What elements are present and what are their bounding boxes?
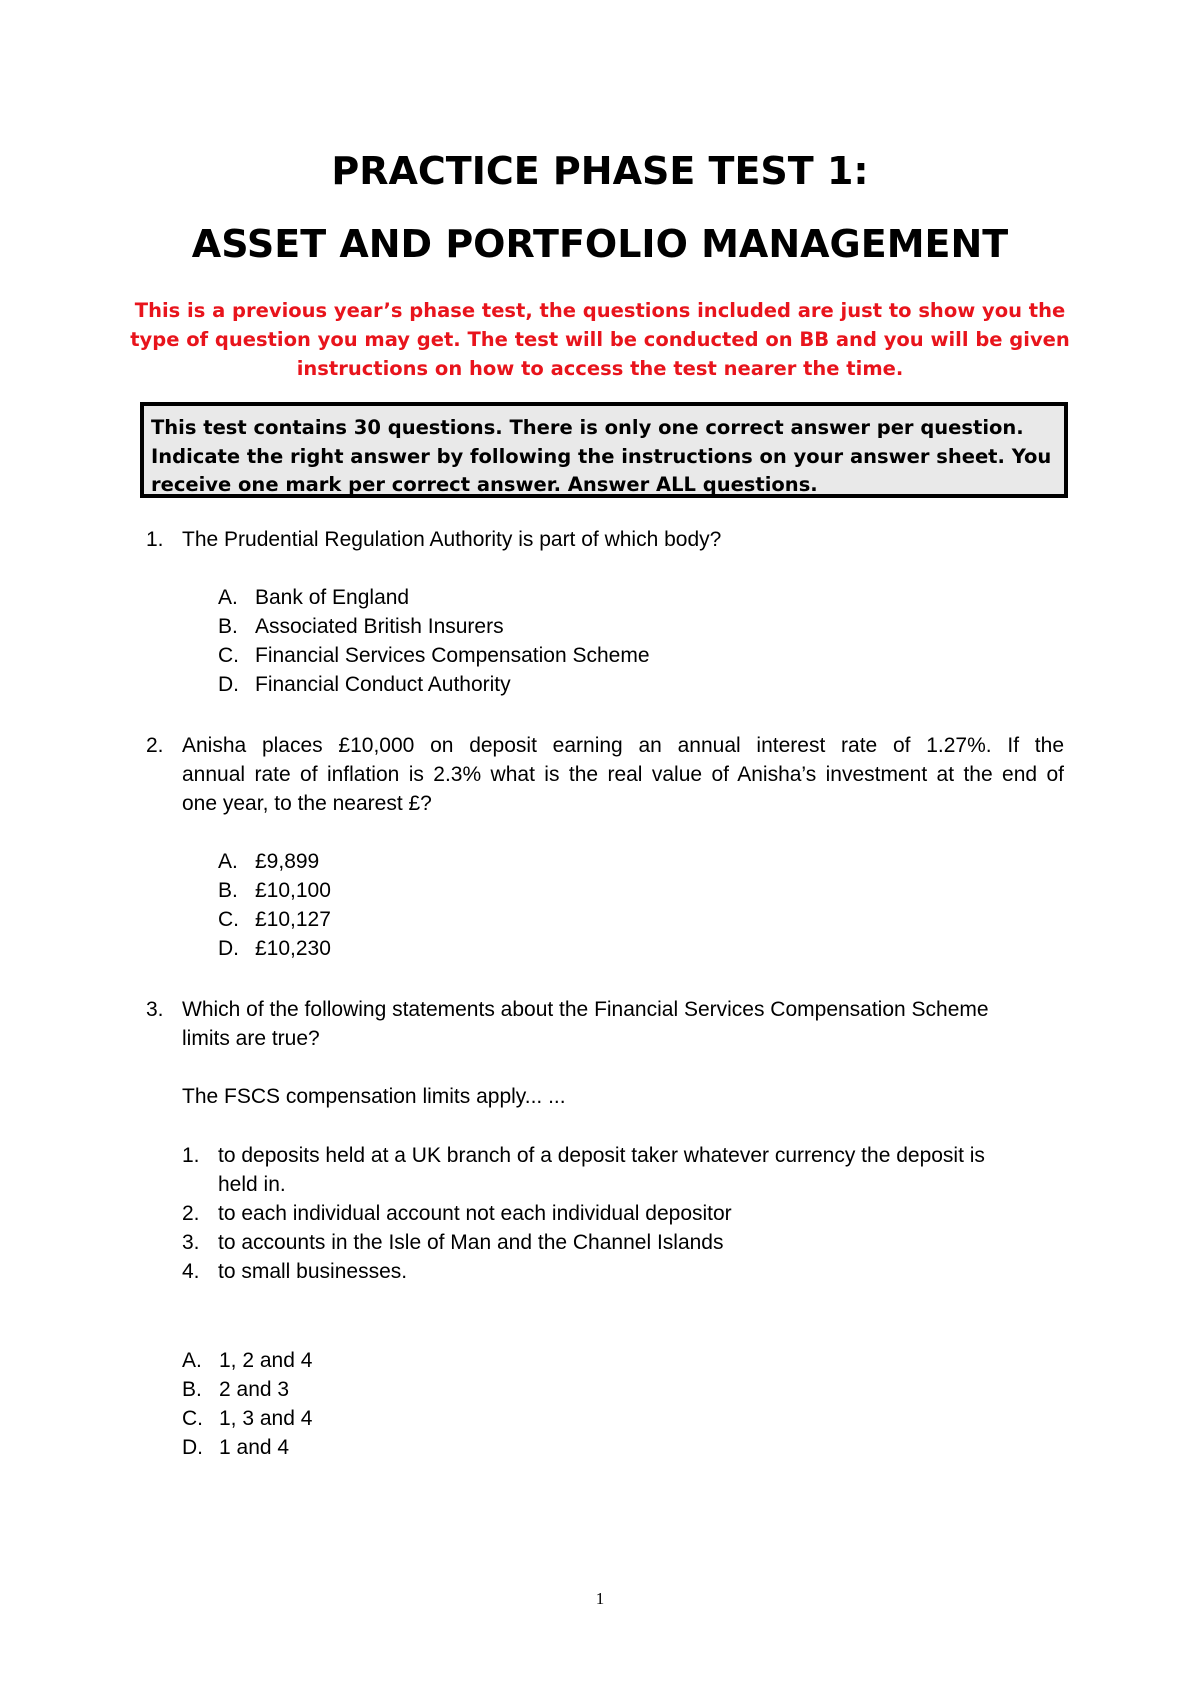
statement-text: to small businesses.: [218, 1260, 408, 1283]
option-letter: C.: [218, 908, 239, 931]
option-letter: A.: [218, 586, 238, 609]
option-letter: D.: [218, 937, 239, 960]
instructions-line: This test contains 30 questions. There is only one correct answer per question.: [151, 416, 1024, 439]
question-1: [146, 525, 1064, 554]
option-text: £10,127: [255, 908, 331, 931]
question-text-line: annual rate of inflation is 2.3% what is the real value of Anisha’s investment at the end of: [182, 763, 1064, 786]
instructions-line: Indicate the right answer by following the instructions on your answer sheet. You: [151, 444, 1052, 468]
statement-4: [182, 1257, 1042, 1286]
question-text: The Prudential Regulation Authority is part of which body?: [182, 528, 722, 551]
statement-text: to deposits held at a UK branch of a deposit taker whatever currency the deposit is held in.: [218, 1144, 985, 1196]
option-text: Financial Conduct Authority: [255, 673, 511, 696]
statement-number: 3.: [182, 1231, 200, 1254]
question-3-statements: [182, 1141, 1042, 1286]
option-letter: B.: [218, 615, 238, 638]
notice-line: instructions on how to access the test nearer the time.: [296, 357, 904, 380]
question-number: 2.: [146, 734, 164, 757]
question-text-line: Anisha places £10,000 on deposit earning an annual interest rate of 1.27%. If the: [182, 734, 1064, 757]
statement-text: to each individual account not each individual depositor: [218, 1202, 732, 1225]
question-3-lead: The FSCS compensation limits apply... ...: [182, 1085, 566, 1108]
statement-number: 4.: [182, 1260, 200, 1283]
statement-number: 1.: [182, 1144, 200, 1167]
title-line-2: ASSET AND PORTFOLIO MANAGEMENT: [191, 222, 1009, 266]
question-text-line: limits are true?: [182, 1027, 320, 1050]
question-text: [182, 731, 1064, 818]
page-number: 1: [595, 1589, 605, 1608]
option-text: Associated British Insurers: [255, 615, 504, 638]
notice-line: type of question you may get. The test will be conducted on BB and you will be given: [130, 328, 1070, 351]
instructions-line: receive one mark per correct answer. Answer ALL questions.: [151, 473, 818, 496]
question-text-line: Which of the following statements about the Financial Services Compensation Scheme: [182, 998, 989, 1021]
option-text: £10,230: [255, 937, 331, 960]
option-letter: D.: [218, 673, 239, 696]
option-text: £9,899: [255, 850, 320, 873]
statement-3: [182, 1228, 1042, 1257]
option-letter: C.: [182, 1407, 203, 1430]
question-text-line: one year, to the nearest £?: [182, 792, 432, 815]
option-text: £10,100: [255, 879, 331, 902]
statement-1: [182, 1141, 1042, 1199]
statement-text: to accounts in the Isle of Man and the Channel Islands: [218, 1231, 724, 1254]
option-letter: A.: [218, 850, 238, 873]
question-number: 3.: [146, 998, 164, 1021]
option-letter: C.: [218, 644, 239, 667]
option-text: Bank of England: [255, 586, 410, 609]
instructions-box: [140, 402, 1068, 498]
previous-year-notice: [130, 296, 1070, 383]
option-text: 1, 2 and 4: [219, 1349, 313, 1372]
notice-line: This is a previous year’s phase test, the questions included are just to show you the: [134, 299, 1066, 322]
option-text: 2 and 3: [219, 1378, 290, 1401]
statement-2: [182, 1199, 1042, 1228]
option-text: 1, 3 and 4: [219, 1407, 313, 1430]
question-text: [182, 995, 1064, 1053]
option-text: Financial Services Compensation Scheme: [255, 644, 650, 667]
question-number: 1.: [146, 528, 164, 551]
title-line-1: PRACTICE PHASE TEST 1:: [331, 149, 869, 193]
statement-number: 2.: [182, 1202, 200, 1225]
question-2: [146, 731, 1064, 818]
option-text: 1 and 4: [219, 1436, 290, 1459]
option-letter: B.: [182, 1378, 202, 1401]
option-letter: D.: [182, 1436, 203, 1459]
option-letter: B.: [218, 879, 238, 902]
question-3: [146, 995, 1064, 1053]
option-letter: A.: [182, 1349, 202, 1372]
